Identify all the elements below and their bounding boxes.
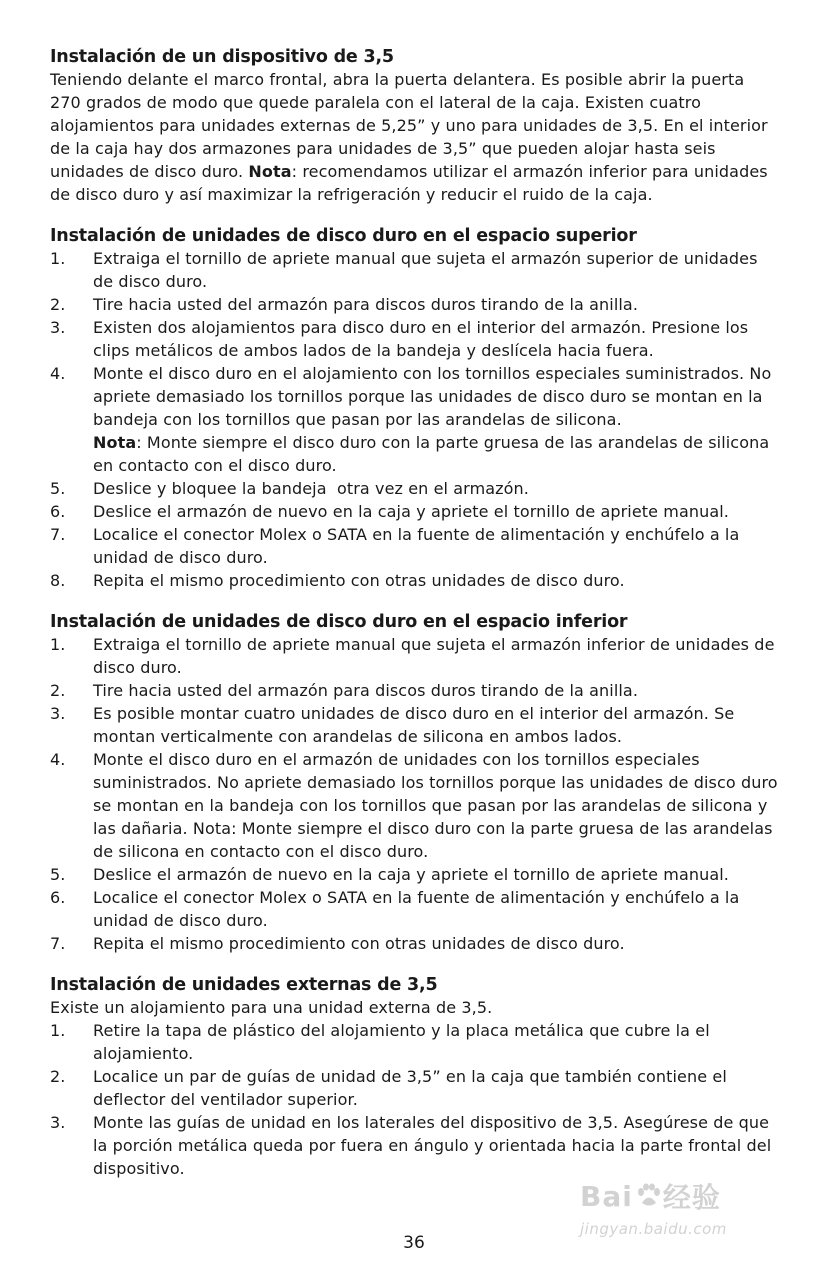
- steps-list: [50, 1019, 780, 1180]
- list-item: 1. Retire la tapa de plástico del alojamiento y la placa metálica que cubre la el alojamiento.: [50, 1021, 710, 1063]
- list-item: 7. Repita el mismo procedimiento con otras unidades de disco duro.: [50, 934, 625, 953]
- section-title: Instalación de unidades externas de 3,5: [50, 975, 438, 995]
- list-item: 2. Localice un par de guías de unidad de 3,5” en la caja que también contiene el deflector del ventilador superior.: [50, 1067, 727, 1109]
- section-title: Instalación de unidades de disco duro en el espacio inferior: [50, 612, 628, 632]
- page-number: 36: [403, 1233, 425, 1253]
- list-item: 2. Tire hacia usted del armazón para discos duros tirando de la anilla.: [50, 681, 639, 700]
- list-item: 3. Es posible montar cuatro unidades de disco duro en el interior del armazón. Se montan verticalmente con arandelas de silicona en ambos lados.: [50, 704, 735, 746]
- section-intro: Existe un alojamiento para una unidad externa de 3,5.: [50, 998, 493, 1017]
- list-item: 3. Existen dos alojamientos para disco duro en el interior del armazón. Presione los clips metálicos de ambos lados de la bandeja y deslícela hacia fuera.: [50, 318, 749, 360]
- list-item: 1. Extraiga el tornillo de apriete manual que sujeta el armazón superior de unidades de disco duro.: [50, 249, 758, 291]
- list-item: 6. Localice el conector Molex o SATA en la fuente de alimentación y enchúfelo a la unidad de disco duro.: [50, 888, 740, 930]
- section-external-35: [50, 974, 780, 1180]
- watermark-logo: Bai 经验: [580, 1179, 721, 1214]
- list-item: 4. Monte el disco duro en el armazón de unidades con los tornillos especiales suministrados. No apriete demasiado los tornillos porque las unidades de disco duro se montan en la bandeja con los tornillos que pasan por las arandelas de silicona y las dañaria. Nota: Monte siempre el disco duro con la parte gruesa de las arandelas de silicona en contacto con el disco duro.: [50, 750, 778, 861]
- list-item: 5. Deslice el armazón de nuevo en la caja y apriete el tornillo de apriete manual.: [50, 865, 729, 884]
- list-item: 2. Tire hacia usted del armazón para discos duros tirando de la anilla.: [50, 295, 639, 314]
- document-page: [50, 46, 780, 1199]
- note-label: Nota: [93, 433, 137, 452]
- note-label: Nota: [248, 162, 292, 181]
- steps-list: [50, 247, 780, 592]
- baidu-paw-icon: [635, 1183, 661, 1209]
- section-install-device: [50, 46, 780, 206]
- section-title: Instalación de un dispositivo de 3,5: [50, 47, 394, 67]
- section-upper-hdd: [50, 225, 780, 592]
- section-title: Instalación de unidades de disco duro en el espacio superior: [50, 226, 637, 246]
- watermark: [580, 1176, 776, 1246]
- watermark-url: jingyan.baidu.com: [580, 1220, 727, 1238]
- list-item: 3. Monte las guías de unidad en los laterales del dispositivo de 3,5. Asegúrese de que la porción metálica queda por fuera en ángulo y orientada hacia la parte frontal del dispositivo.: [50, 1113, 772, 1178]
- list-item: 5. Deslice y bloquee la bandeja otra vez en el armazón.: [50, 479, 529, 498]
- steps-list: [50, 633, 780, 955]
- list-item: 7. Localice el conector Molex o SATA en la fuente de alimentación y enchúfelo a la unidad de disco duro.: [50, 525, 740, 567]
- list-item: 1. Extraiga el tornillo de apriete manual que sujeta el armazón inferior de unidades de disco duro.: [50, 635, 775, 677]
- section-lower-hdd: [50, 611, 780, 955]
- section-intro: Teniendo delante el marco frontal, abra la puerta delantera. Es posible abrir la puerta 270 grados de modo que quede paralela con el lateral de la caja. Existen cuatro alojamientos para unidades externas de 5,25” y uno para unidades de 3,5. En el interior de la caja hay dos armazones para unidades de 3,5” que pueden alojar hasta seis unidades de disco duro. Nota: recomendamos utilizar el armazón inferior para unidades de disco duro y así maximizar la refrigeración y reducir el ruido de la caja.: [50, 70, 768, 204]
- list-item: 4. Monte el disco duro en el alojamiento con los tornillos especiales suministrados. No apriete demasiado los tornillos porque las unidades de disco duro se montan en la bandeja con los tornillos que pasan por las arandelas de silicona. Nota: Monte siempre el disco duro con la parte gruesa de las arandelas de silicona en contacto con el disco duro.: [50, 364, 772, 475]
- list-item: 8. Repita el mismo procedimiento con otras unidades de disco duro.: [50, 571, 625, 590]
- list-item: 6. Deslice el armazón de nuevo en la caja y apriete el tornillo de apriete manual.: [50, 502, 729, 521]
